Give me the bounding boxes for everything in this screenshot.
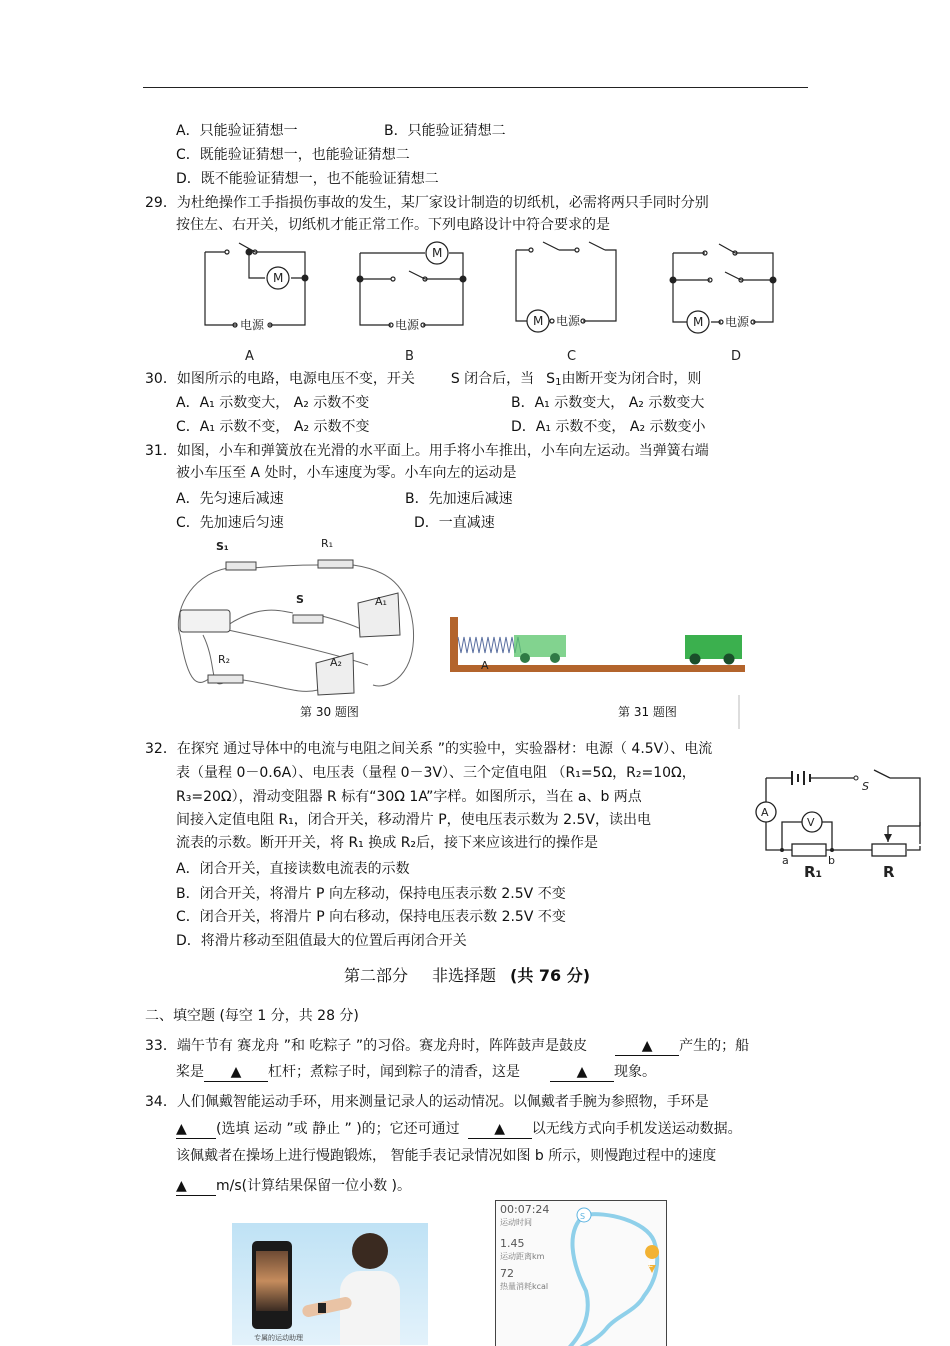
run-distance: 1.45 [500,1237,525,1250]
q29-stem-line1: 29．为杜绝操作工手指损伤事故的发生，某厂家设计制造的切纸机，必需将两只手同时分别 [145,195,709,211]
q32-option-a: A．闭合开关，直接读数电流表的示数 [176,861,410,877]
power-label-d: 电源 [725,315,750,329]
motor-label-a: M [273,271,284,285]
diagram-label-c: C [567,349,577,364]
q32-switch-label: S [862,780,869,793]
q32-option-d: D．将滑片移动至阻值最大的位置后再闭合开关 [176,933,467,949]
header-rule [143,87,808,88]
q32-ammeter-label: A [761,806,769,819]
q30-stem: 30．如图所示的电路，电源电压不变，开关 S 闭合后，当 $S_1$由断开变为闭合时，则 [145,371,702,388]
diagram-label-a: A [245,349,254,364]
q32-option-c: C．闭合开关，将滑片 P 向右移动，保持电压表示数 2.5V 不变 [176,909,566,925]
q30-option-c: C．A₁ 示数不变， A₂ 示数不变 [176,419,370,435]
q29-stem-line2: 按住左、右开关，切纸机才能正常工作。下列电路设计中符合要求的是 [176,217,610,233]
route-start-marker: S [580,1212,586,1221]
q30-option-a: A．A₁ 示数变大， A₂ 示数不变 [176,395,370,411]
q34-line3: 该佩戴者在操场上进行慢跑锻炼， 智能手表记录情况如图 b 所示，则慢跑过程中的速度 [176,1148,717,1164]
phone-image [252,1241,292,1329]
q30-option-b: B．A₁ 示数变大， A₂ 示数变大 [511,395,705,411]
q31-stem-line2: 被小车压至 A 处时，小车速度为零。小车向左的运动是 [176,465,517,481]
fig30-label-s: S [296,593,304,606]
power-label-c: 电源 [556,314,581,328]
motor-label-d: M [693,315,704,329]
route-end-marker: E [648,1260,654,1269]
run-calories-label: 热量消耗kcal [500,1282,549,1291]
q33-line1: 33．端午节有 赛龙舟 ”和 吃粽子 ”的习俗。赛龙舟时，阵阵鼓声是鼓皮 ▲ 产生的；船 [145,1038,750,1054]
run-distance-label: 运动距离km [500,1252,545,1261]
wristband [318,1303,326,1313]
q33-blank3[interactable]: ▲ [550,1063,614,1082]
q34-blank3[interactable]: ▲ [176,1177,216,1196]
q31-option-b: B．先加速后减速 [405,491,513,507]
q28-option-b: B．只能验证猜想二 [384,123,506,139]
q32-stem-line3: R₃=20Ω），滑动变阻器 R 标有“30Ω 1A”字样。如图所示，当在 a、b 两点 [176,789,642,805]
q31-option-d: D．一直减速 [414,515,495,531]
fig31-spring-cart [447,615,747,730]
diagram-label-d: D [731,349,742,364]
q32-voltmeter-label: V [807,816,815,829]
q34-blank1[interactable]: ▲ [176,1120,216,1139]
q33-line2: 桨是 ▲ 杠杆；煮粽子时，闻到粽子的清香，这是 ▲ 现象。 [176,1064,656,1080]
q32-point-a: a [782,854,789,867]
q31-option-a: A．先匀速后减速 [176,491,284,507]
q32-option-b: B．闭合开关，将滑片 P 向左移动，保持电压表示数 2.5V 不变 [176,886,566,902]
fig30-label-a2: A₂ [330,656,342,669]
motor-label-c: M [533,314,544,328]
run-time-label: 运动时间 [500,1218,532,1227]
part2-title: 第二部分 非选择题 (共 76 分) [344,966,591,985]
q33-blank2[interactable]: ▲ [204,1063,268,1082]
q32-stem-line1: 32．在探究 通过导体中的电流与电阻之间关系 ”的实验中，实验器材：电源（ 4.5V）、电流 [145,741,713,757]
runner-photo [232,1223,428,1345]
q28-option-d: D．既不能验证猜想一，也不能验证猜想二 [176,171,439,187]
fig30-label-r2: R₂ [218,653,231,666]
fig30-label-r1: R₁ [321,537,334,550]
q34-blank2[interactable]: ▲ [468,1120,532,1139]
motor-label-b: M [432,246,443,260]
runner-head [352,1233,388,1269]
q33-blank1[interactable]: ▲ [615,1037,679,1056]
q34-line2: ▲ (选填 运动 ”或 静止 ” )的；它还可通过 ▲ 以无线方式向手机发送运动数据。 [176,1121,742,1137]
q29-circuit-diagrams [195,235,795,370]
fig30-caption: 第 30 题图 [300,705,359,719]
part2-section-heading: 二、填空题 (每空 1 分，共 28 分) [145,1008,359,1024]
run-time: 00:07:24 [500,1203,550,1216]
q28-option-a: A．只能验证猜想一 [176,123,298,139]
power-label-a: 电源 [240,318,265,332]
fig30-label-s1: S₁ [216,540,229,553]
fig30-circuit-photo [168,535,423,735]
diagram-label-b: B [405,349,414,364]
q34-line1: 34．人们佩戴智能运动手环，用来测量记录人的运动情况。以佩戴者手腕为参照物，手环是 [145,1094,709,1110]
q32-r1-label: R₁ [804,863,823,881]
q28-option-c: C．既能验证猜想一，也能验证猜想二 [176,147,410,163]
fig31-caption: 第 31 题图 [618,705,677,719]
q31-option-c: C．先加速后匀速 [176,515,284,531]
run-tracker-screenshot [495,1200,667,1346]
power-label-b: 电源 [395,318,420,332]
run-calories: 72 [500,1267,514,1280]
q34-line4: ▲ m/s(计算结果保留一位小数 )。 [176,1178,412,1194]
q31-stem-line1: 31．如图，小车和弹簧放在光滑的水平面上。用手将小车推出，小车向左运动。当弹簧右端 [145,443,709,459]
fig30-label-a1: A₁ [375,595,387,608]
phone-caption: 专属的运动助理 [254,1334,303,1342]
q30-option-d: D．A₁ 示数不变， A₂ 示数变小 [511,419,706,435]
q32-circuit-diagram [752,764,932,884]
q32-stem-line2: 表（量程 0－0.6A）、电压表（量程 0－3V）、三个定值电阻 （R₁=5Ω，R₂=10Ω， [176,765,696,781]
q32-stem-line5: 流表的示数。断开开关，将 R₁ 换成 R₂后，接下来应该进行的操作是 [176,835,599,851]
fig31-label-a: A [481,659,489,672]
q32-point-b: b [828,854,835,867]
q32-r-label: R [883,863,895,881]
q32-stem-line4: 间接入定值电阻 R₁，闭合开关，移动滑片 P，使电压表示数为 2.5V，读出电 [176,812,651,828]
